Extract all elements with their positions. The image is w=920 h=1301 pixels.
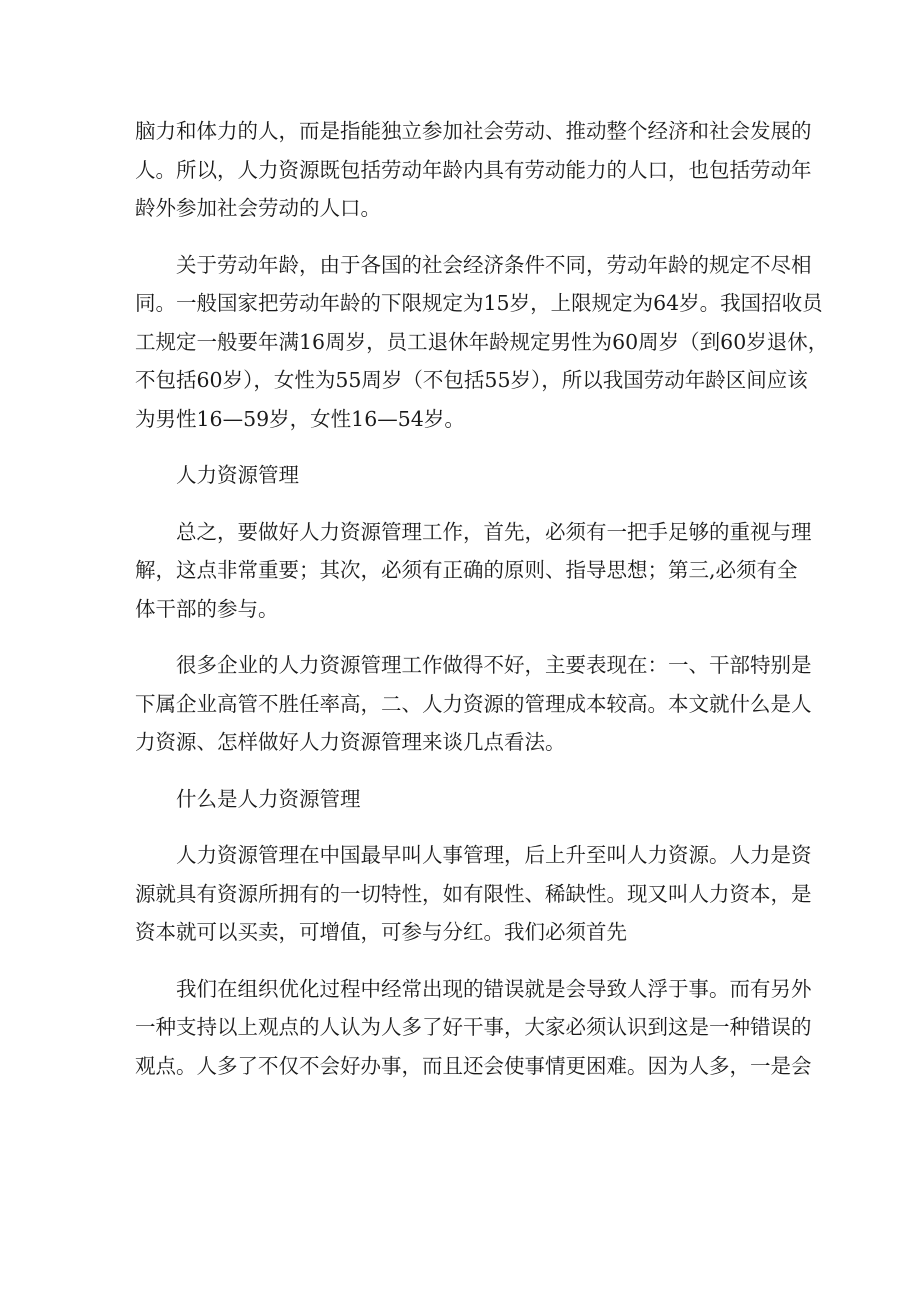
paragraph-hr-history — [135, 836, 812, 952]
paragraph-org-optimization — [135, 970, 812, 1086]
text-line: 源就具有资源所拥有的一切特性，如有限性、稀缺性。现又叫人力资本，是 — [135, 881, 812, 906]
paragraph-problems — [135, 646, 812, 762]
text-line: 人。所以，人力资源既包括劳动年龄内具有劳动能力的人口，也包括劳动年 — [135, 157, 812, 182]
document-body — [135, 112, 829, 1103]
text-line: 脑力和体力的人，而是指能独立参加社会劳动、推动整个经济和社会发展的 — [135, 119, 812, 143]
text-line: 下属企业高管不胜任率高，二、人力资源的管理成本较高。本文就什么是人 — [135, 691, 812, 716]
text-line: 力资源、怎样做好人力资源管理来谈几点看法。 — [135, 730, 566, 754]
text-line: 关于劳动年龄，由于各国的社会经济条件不同，劳动年龄的规定不尽相 — [176, 252, 812, 277]
text-line: 解，这点非常重要；其次，必须有正确的原则、指导思想；第三,必须有全 — [135, 558, 798, 582]
text-line: 工规定一般要年满16周岁，员工退休年龄规定男性为60周岁（到60岁退休， — [135, 329, 829, 354]
text-line: 我们在组织优化过程中经常出现的错误就是会导致人浮于事。而有另外 — [176, 976, 812, 1001]
paragraph-labor-age — [135, 246, 829, 439]
text-line: 不包括60岁），女性为55周岁（不包括55岁），所以我国劳动年龄区间应该 — [135, 368, 808, 392]
paragraph-summary — [135, 513, 812, 629]
section-heading-hr-management: 人力资源管理 — [176, 463, 299, 487]
text-line: 一种支持以上观点的人认为人多了好干事，大家必须认识到这是一种错误的 — [135, 1015, 812, 1039]
text-line: 体干部的参与。 — [135, 596, 279, 621]
text-line: 观点。人多了不仅不会好办事，而且还会使事情更困难。因为人多，一是会 — [135, 1053, 812, 1078]
text-line: 人力资源管理在中国最早叫人事管理，后上升至叫人力资源。人力是资 — [176, 843, 812, 867]
text-line: 为男性16—59岁，女性16—54岁。 — [135, 406, 465, 431]
paragraph-labor-definition — [135, 112, 812, 228]
text-line: 龄外参加社会劳动的人口。 — [135, 196, 381, 220]
text-line: 同。一般国家把劳动年龄的下限规定为15岁，上限规定为64岁。我国招收员 — [135, 291, 823, 315]
section-heading-what-is-hr: 什么是人力资源管理 — [176, 786, 361, 811]
text-line: 很多企业的人力资源管理工作做得不好，主要表现在：一、干部特别是 — [176, 653, 812, 677]
text-line: 总之，要做好人力资源管理工作，首先，必须有一把手足够的重视与理 — [176, 519, 812, 544]
text-line: 资本就可以买卖，可增值，可参与分红。我们必须首先 — [135, 920, 627, 944]
